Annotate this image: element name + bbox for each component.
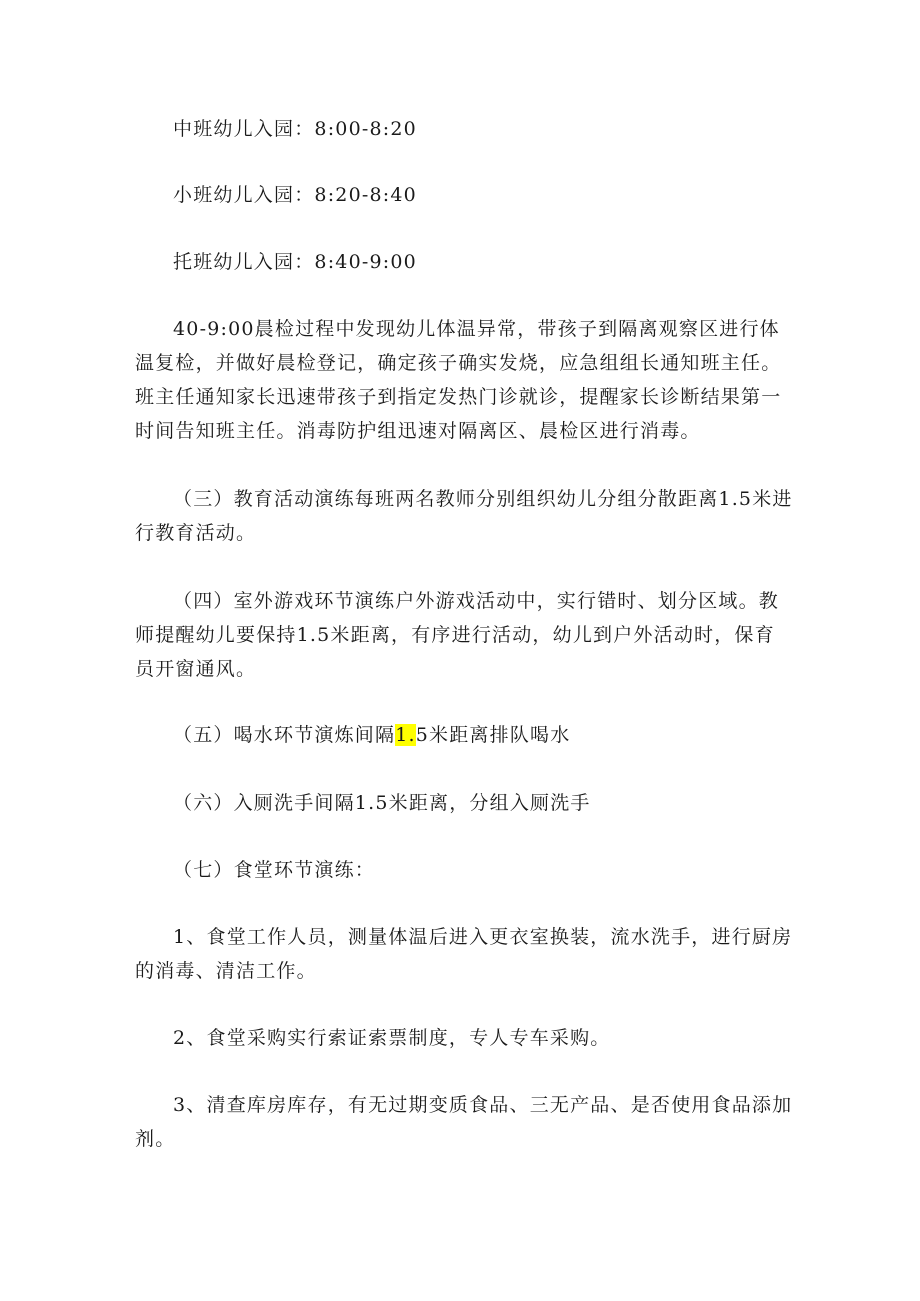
education-drill-paragraph: （三）教育活动演练每班两名教师分别组织幼儿分组分散距离1.5米进行教育活动。 [135,488,793,544]
schedule-middle-class: 中班幼儿入园：8:00-8:20 [173,118,417,140]
drinking-water-text-before: （五）喝水环节演炼间隔 [173,724,396,746]
schedule-nursery-class: 托班幼儿入园：8:40-9:00 [173,251,417,273]
canteen-item-2: 2、食堂采购实行索证索票制度，专人专车采购。 [173,1027,611,1049]
canteen-item-1: 1、食堂工作人员，测量体温后进入更衣室换装，流水洗手，进行厨房的消毒、清洁工作。 [135,926,793,982]
toilet-handwash-paragraph: （六）入厕洗手间隔1.5米距离，分组入厕洗手 [173,792,591,814]
canteen-item-3: 3、清查库房库存，有无过期变质食品、三无产品、是否使用食品添加剂。 [135,1094,793,1150]
highlighted-text: 1. [395,724,416,746]
drinking-water-text-after: 5米距离排队喝水 [415,724,571,746]
canteen-heading: （七）食堂环节演练： [173,859,376,881]
schedule-small-class: 小班幼儿入园：8:20-8:40 [173,184,417,206]
outdoor-game-paragraph: （四）室外游戏环节演练户外游戏活动中，实行错时、划分区域。教师提醒幼儿要保持1.5米距离，有序进行活动，幼儿到户外活动时，保育员开窗通风。 [135,590,780,680]
drinking-water-paragraph [135,718,795,752]
morning-check-paragraph: 40-9:00晨检过程中发现幼儿体温异常，带孩子到隔离观察区进行体温复检，并做好晨检登记，确定孩子确实发烧，应急组组长通知班主任。班主任通知家长迅速带孩子到指定发热门诊就诊，提醒家长诊断结果第一时间告知班主任。消毒防护组迅速对隔离区、晨检区进行消毒。 [135,318,782,442]
